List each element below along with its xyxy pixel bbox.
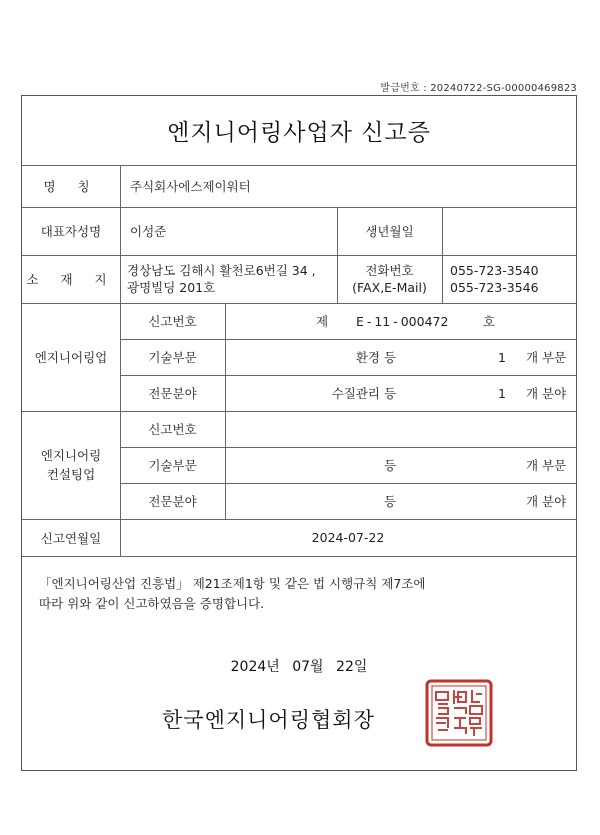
cons-tech-etc: 등 [384, 458, 397, 473]
eng-tech-etc: 등 [384, 350, 397, 365]
cons-tech-unit: 개 부문 [526, 458, 567, 473]
eng-tech-unit: 개 부문 [526, 350, 567, 365]
official-seal-icon [424, 678, 494, 748]
consulting-label-line-2: 컨설팅업 [46, 467, 96, 482]
report-date-value: 2024-07-22 [311, 530, 385, 545]
issue-number: 발급번호 : 20240722-SG-00000469823 [380, 83, 577, 94]
birth-value [450, 207, 570, 255]
certification-text-line-1: 「엔지니어링산업 진흥법」 제21조제1항 및 같은 법 시행규칙 제7조에 [39, 576, 426, 591]
eng-reg-number: E - 11 - 000472 [356, 313, 449, 329]
birth-label: 생년월일 [365, 224, 414, 239]
phone-label [337, 255, 442, 303]
phone-label-line-1: 전화번호 [365, 263, 414, 278]
cons-field-label: 전문분야 [148, 494, 197, 509]
consulting-label-line-1: 엔지니어링 [40, 448, 102, 463]
representative-name: 이성준 [130, 224, 167, 239]
cons-reg-label: 신고번호 [148, 422, 197, 437]
fax-number: 055-723-3546 [450, 280, 539, 295]
issue-year: 2024년 [230, 659, 280, 675]
cons-field-unit: 개 분야 [526, 494, 567, 509]
eng-reg-prefix: 제 [316, 314, 329, 329]
certification-text [39, 574, 559, 614]
eng-field-unit: 개 분야 [526, 386, 567, 401]
phone-label-line-2: (FAX,E-Mail) [352, 280, 427, 295]
eng-field-label: 전문분야 [148, 386, 197, 401]
certificate-frame [21, 95, 577, 771]
issue-day: 22일 [336, 659, 368, 675]
issuer-name: 한국엔지니어링협회장 [162, 708, 375, 732]
issue-month: 07월 [292, 659, 324, 675]
eng-tech-count: 1 [498, 349, 506, 365]
cons-field-etc: 등 [384, 494, 397, 509]
divider [22, 556, 576, 557]
document-title: 엔지니어링사업자 신고증 [167, 120, 431, 146]
eng-tech-label: 기술부문 [148, 350, 197, 365]
company-name: 주식회사에스제이워터 [130, 179, 251, 194]
phone-values [450, 255, 574, 303]
eng-field-value: 수질관리 [331, 386, 380, 401]
certification-text-line-2: 따라 위와 같이 신고하였음을 증명합니다. [39, 596, 265, 611]
eng-field-count: 1 [498, 385, 506, 401]
address-line-1: 경상남도 김해시 활천로6번길 34 , [127, 263, 316, 278]
engineering-label: 엔지니어링업 [34, 350, 108, 365]
name-label: 명 칭 [43, 179, 99, 194]
eng-tech-value: 환경 [355, 350, 380, 365]
cons-tech-label: 기술부문 [148, 458, 197, 473]
address-label: 소 재 지 [26, 272, 116, 287]
issue-date [22, 656, 576, 676]
consulting-label [22, 411, 120, 519]
report-date-label: 신고연월일 [40, 530, 102, 546]
representative-label: 대표자성명 [40, 224, 102, 239]
eng-reg-label: 신고번호 [148, 314, 197, 329]
eng-field-etc: 등 [384, 386, 397, 401]
phone-number: 055-723-3540 [450, 263, 539, 278]
eng-reg-suffix: 호 [483, 314, 496, 329]
divider [225, 303, 226, 519]
divider [442, 207, 443, 303]
address-value [127, 255, 333, 303]
address-line-2: 광명빌딩 201호 [127, 280, 216, 295]
